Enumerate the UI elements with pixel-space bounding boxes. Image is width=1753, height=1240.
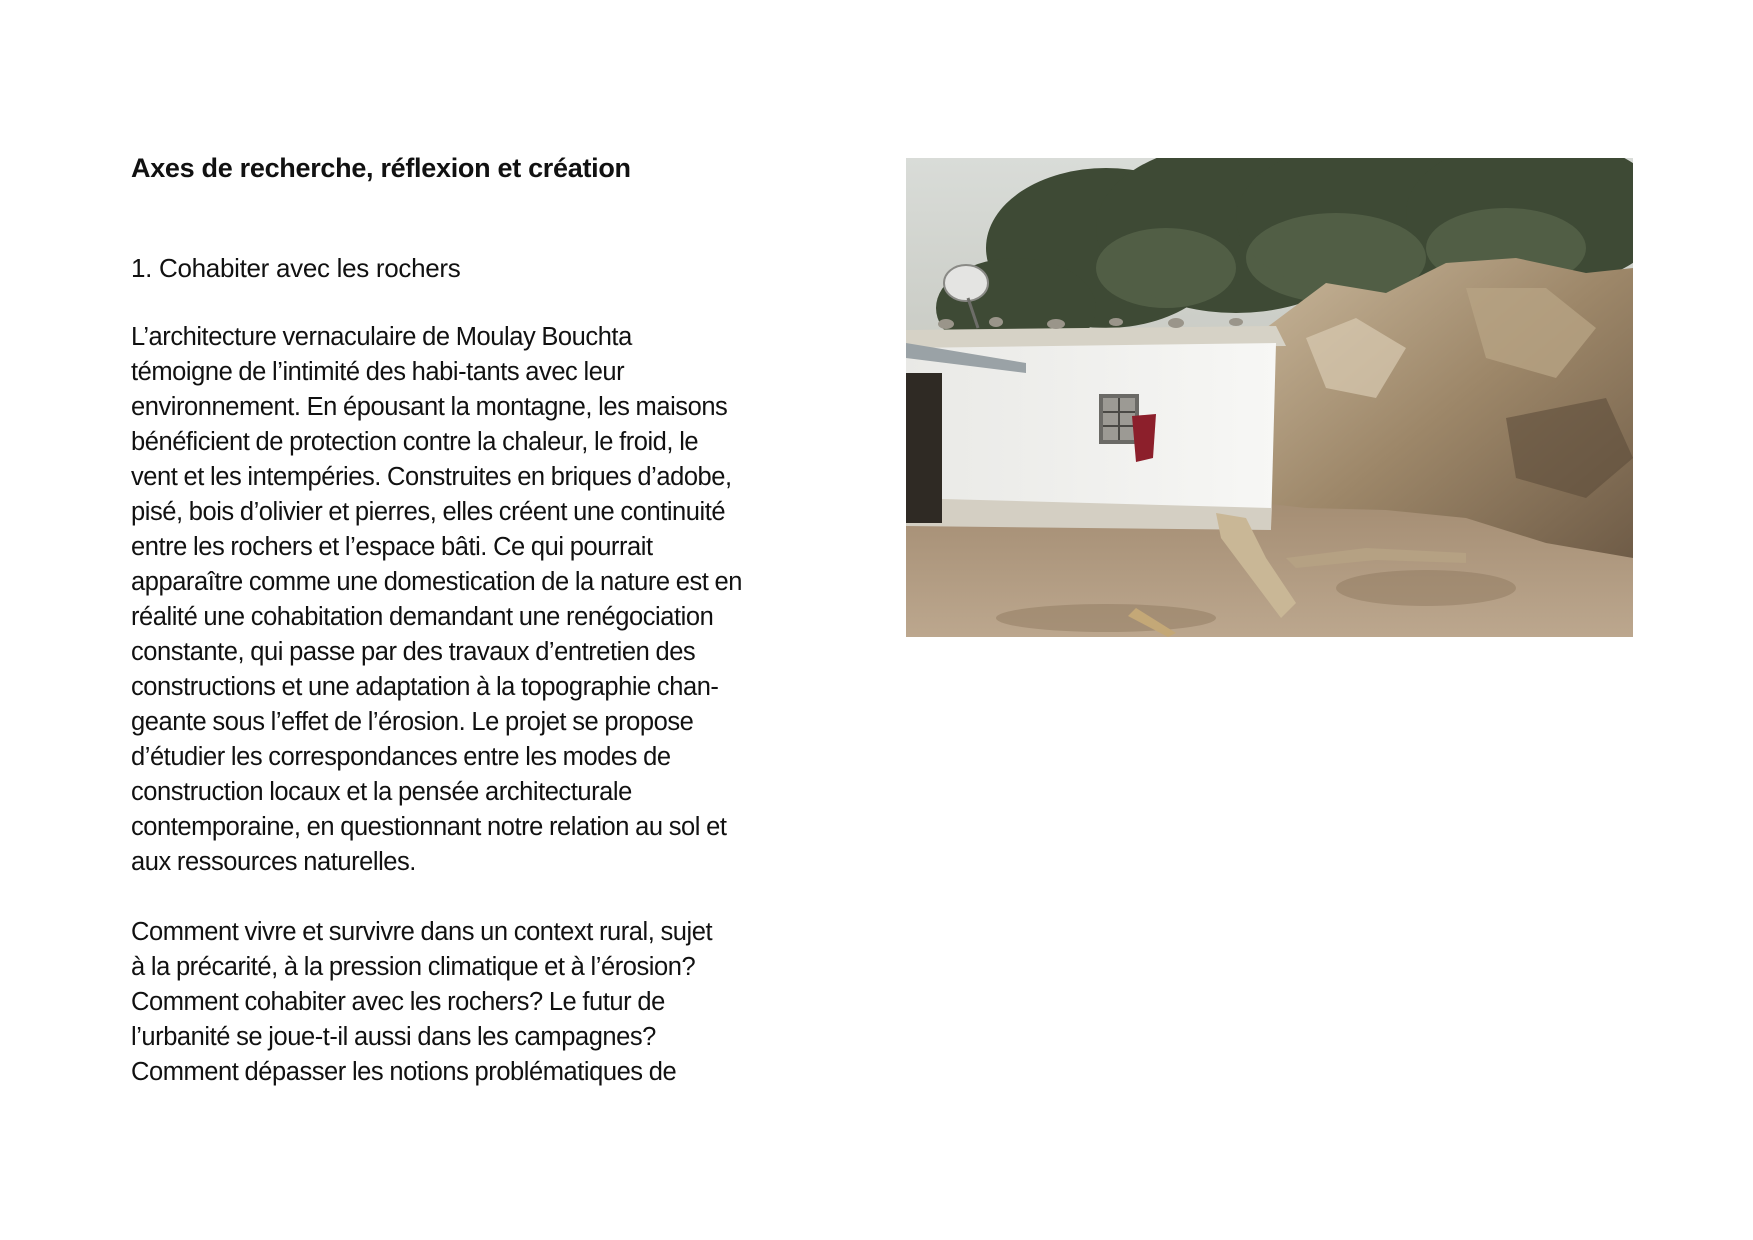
photo-illustration	[906, 158, 1633, 637]
text-line: Comment dépasser les notions problématiques de	[131, 1058, 677, 1086]
text-line: constructions et une adaptation à la topographie chan-	[131, 673, 719, 701]
text-line: d’étudier les correspondances entre les modes de	[131, 743, 671, 771]
house-rock-photo	[906, 158, 1633, 637]
text-line: environnement. En épousant la montagne, les maisons	[131, 393, 728, 421]
paragraph-questions	[131, 915, 781, 1090]
text-line: l’urbanité se joue-t-il aussi dans les campagnes?	[131, 1023, 656, 1051]
page-heading: Axes de recherche, réflexion et création	[131, 153, 631, 183]
text-line: aux ressources naturelles.	[131, 848, 416, 876]
text-line: contemporaine, en questionnant notre relation au sol et	[131, 813, 727, 841]
text-line: vent et les intempéries. Construites en briques d’adobe,	[131, 463, 732, 491]
text-line: entre les rochers et l’espace bâti. Ce qui pourrait	[131, 533, 653, 561]
text-line: Comment cohabiter avec les rochers? Le futur de	[131, 988, 665, 1016]
text-line: apparaître comme une domestication de la nature est en	[131, 568, 742, 596]
text-line: L’architecture vernaculaire de Moulay Bouchta	[131, 323, 632, 351]
text-line: témoigne de l’intimité des habi-tants avec leur	[131, 358, 625, 386]
text-line: construction locaux et la pensée architecturale	[131, 778, 632, 806]
text-line: geante sous l’effet de l’érosion. Le projet se propose	[131, 708, 694, 736]
section-title: 1. Cohabiter avec les rochers	[131, 253, 461, 283]
text-line: bénéficient de protection contre la chaleur, le froid, le	[131, 428, 699, 456]
paragraph-intro	[131, 320, 781, 880]
text-column	[131, 150, 781, 1090]
text-line: réalité une cohabitation demandant une renégociation	[131, 603, 714, 631]
text-line: Comment vivre et survivre dans un context rural, sujet	[131, 918, 713, 946]
text-line: constante, qui passe par des travaux d’entretien des	[131, 638, 696, 666]
text-line: pisé, bois d’olivier et pierres, elles créent une continuité	[131, 498, 726, 526]
text-line: à la précarité, à la pression climatique et à l’érosion?	[131, 953, 696, 981]
